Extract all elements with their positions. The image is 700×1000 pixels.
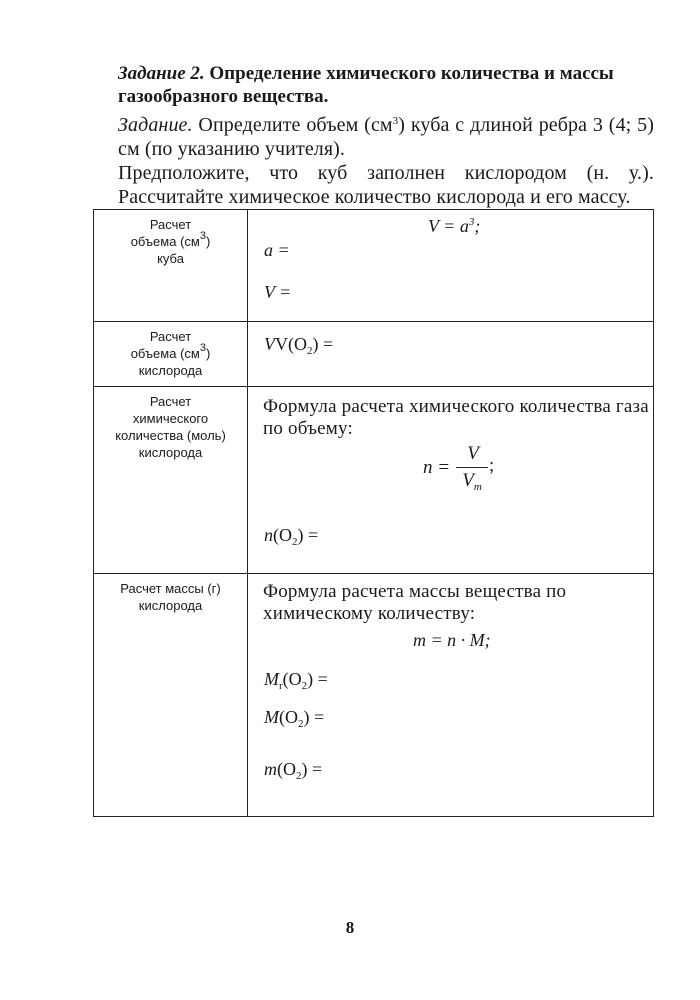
task-heading [118,62,658,108]
calculation-table [93,209,654,817]
oxygen-mass-line: $m(O_2)$ = [264,759,323,782]
row-label: Расчет химического количества (моль) кислорода [94,387,248,573]
row-content [248,322,653,386]
molar-mass-line: $M(O_2)$ = [264,707,325,730]
amount-fraction-formula: n = V $V_m$ ; [423,443,495,493]
cube-volume-formula: $V = a^3$; [428,216,481,236]
mass-formula: m = n · M; [413,630,491,650]
cube-volume-line: V = [264,282,292,302]
task-heading-text: Определение химического количества и массы газообразного вещества. [118,63,614,107]
table-row [94,322,653,387]
row-content [248,210,653,321]
oxygen-volume-line: $VV(O_2)$ = [264,334,334,357]
task-description [118,113,654,161]
row-label: Расчет массы (г) кислорода [94,574,248,816]
task-unit-exp: 3 [392,115,399,127]
edge-length-line: a = [264,240,290,260]
row-label: Расчет объема $(см^3)$ куба [94,210,248,321]
page-number: 8 [345,918,355,937]
row-content [248,387,653,573]
row-content [248,574,653,816]
relative-molecular-mass-line: $M_r(O_2)$ = [264,669,328,692]
task-text-2: ) куба с длиной ребра 3 (4; 5) см (по указанию учителя). [118,114,654,160]
task-label: Задание. [118,114,193,136]
oxygen-amount-line: $n(O_2)$ = [264,525,319,548]
instruction-text: Предположите, что куб заполнен кислородом (н. у.). Рассчитайте химическое количество кислорода и его массу. [118,162,654,208]
table-row [94,210,653,322]
table-row [94,574,653,816]
row-label: Расчет объема $(см^3)$ кислорода [94,322,248,386]
amount-formula-text: Формула расчета химического количества газа по объему: [263,396,649,439]
mass-formula-text: Формула расчета массы вещества по химическому количеству: [263,581,567,624]
task-heading-label: Задание 2. [118,63,205,84]
table-row [94,387,653,574]
task-text-1: Определите объем (см [198,114,393,136]
